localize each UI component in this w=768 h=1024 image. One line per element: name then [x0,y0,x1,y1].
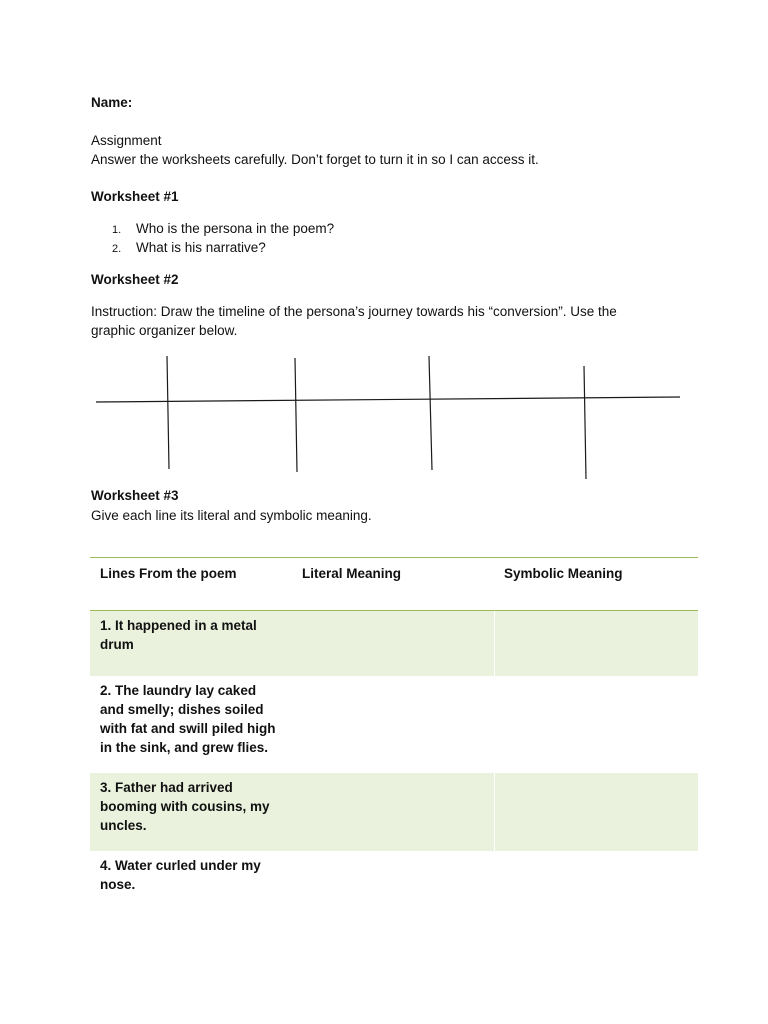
symbolic-meaning-cell[interactable] [494,676,698,773]
literal-meaning-cell[interactable] [292,773,494,851]
poem-line-cell: 3. Father had arrived booming with cousins, my uncles. [90,773,292,851]
poem-line-cell: 2. The laundry lay caked and smelly; dishes soiled with fat and swill piled high in the sink, and grew flies. [100,683,276,755]
question-item [112,238,266,259]
timeline-tick-1 [167,356,169,469]
worksheet2-instruction-line1: Instruction: Draw the timeline of the persona’s journey towards his “conversion”. Use the [91,304,617,319]
assignment-heading: Assignment [91,133,162,148]
symbolic-meaning-cell[interactable] [494,773,698,851]
table-row [90,851,698,916]
timeline-tick-3 [429,356,432,470]
table-row [90,676,698,773]
assignment-text: Answer the worksheets carefully. Don’t forget to turn it in so I can access it. [91,152,539,167]
poem-line-cell: 1. It happened in a metal drum [90,611,292,677]
worksheet3-text: Give each line its literal and symbolic meaning. [91,508,372,523]
question-number: 2. [112,243,122,255]
worksheet2-heading: Worksheet #2 [91,272,179,287]
worksheet3-heading: Worksheet #3 [91,488,179,503]
symbolic-meaning-cell[interactable] [494,851,698,916]
table-row [90,611,698,677]
table-row [90,773,698,851]
timeline-graphic-organizer [90,350,690,485]
worksheet2-instruction-line2: graphic organizer below. [91,323,238,338]
timeline-tick-4 [584,366,586,479]
header-literal-meaning: Literal Meaning [292,558,494,611]
question-text: What is his narrative? [136,240,266,255]
poem-line-cell: 4. Water curled under my nose. [100,858,261,892]
worksheet1-heading: Worksheet #1 [91,189,179,204]
question-item [112,219,334,240]
table-header-row [90,558,698,611]
symbolic-meaning-cell[interactable] [494,611,698,677]
header-symbolic-meaning: Symbolic Meaning [494,558,698,611]
literal-meaning-cell[interactable] [292,851,494,916]
meaning-table [90,557,698,916]
header-lines-from-poem: Lines From the poem [90,558,292,611]
timeline-tick-2 [295,358,297,472]
timeline-axis-line [96,397,680,402]
question-number: 1. [112,224,122,236]
literal-meaning-cell[interactable] [292,611,494,677]
literal-meaning-cell[interactable] [292,676,494,773]
name-label: Name: [91,95,133,110]
question-text: Who is the persona in the poem? [136,221,335,236]
